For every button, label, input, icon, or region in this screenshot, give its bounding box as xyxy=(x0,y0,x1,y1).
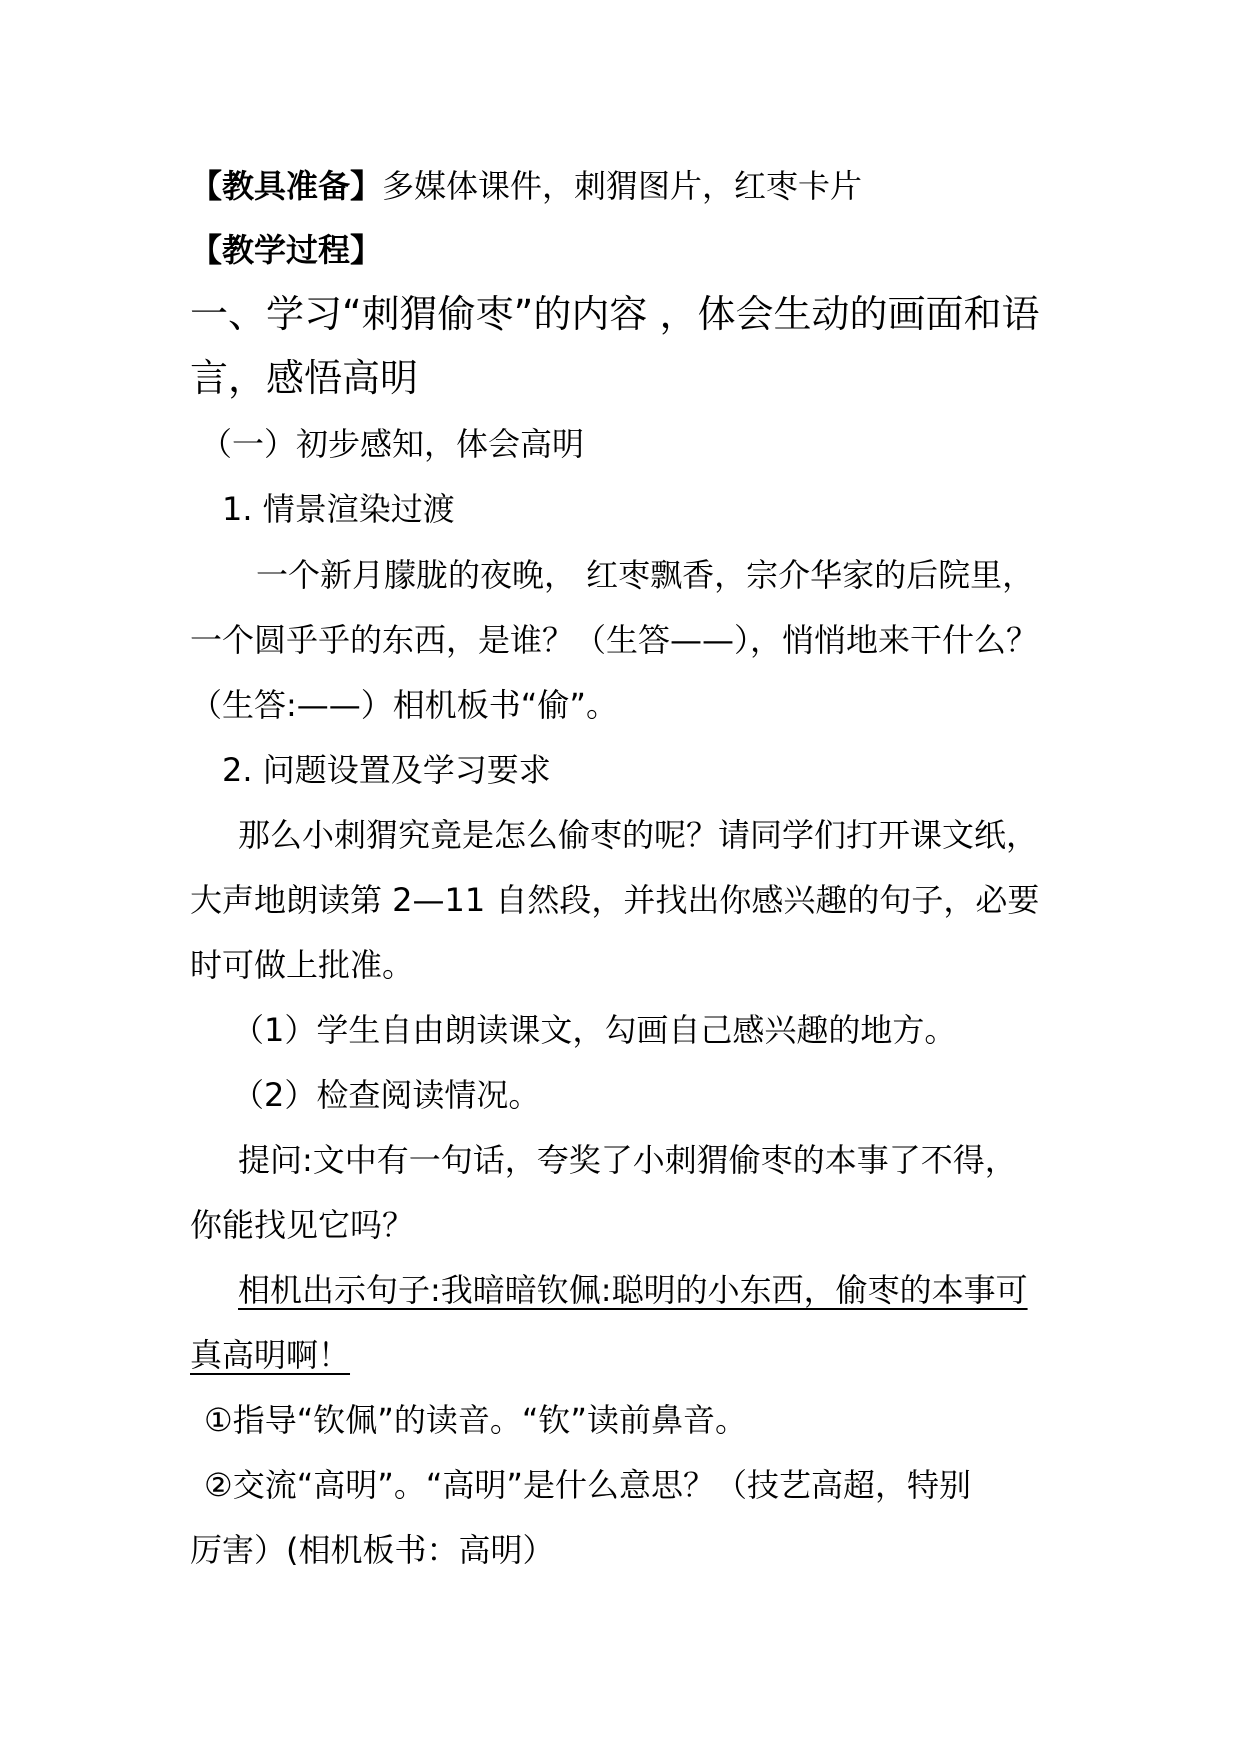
paragraph-line: 时可做上批准。 xyxy=(190,946,415,984)
step-one-title: 1. 情景渲染过渡 xyxy=(222,490,455,528)
section-one-title-line2: 言，感悟高明 xyxy=(190,356,419,400)
paragraph-line: （生答:——）相机板书“偷”。 xyxy=(190,686,618,724)
paragraph-line: 一个新月朦胧的夜晚， 红枣飘香，宗介华家的后院里， xyxy=(256,556,1035,594)
paragraph-line: 那么小刺猬究竟是怎么偷枣的呢？请同学们打开课文纸， xyxy=(238,816,1039,854)
paragraph-line: 一个圆乎乎的东西，是谁？（生答——），悄悄地来干什么？ xyxy=(190,621,1039,659)
list-item: ②交流“高明”。“高明”是什么意思？（技艺高超，特别 xyxy=(204,1466,972,1504)
paragraph-line: 大声地朗读第 2—11 自然段，并找出你感兴趣的句子，必要 xyxy=(190,881,1040,919)
teaching-tools-line xyxy=(190,166,862,206)
paragraph-line: 你能找见它吗？ xyxy=(190,1206,415,1244)
highlighted-sentence-line1: 相机出示句子:我暗暗钦佩:聪明的小东西，偷枣的本事可 xyxy=(238,1271,1028,1309)
subsection-one-title: （一）初步感知，体会高明 xyxy=(200,425,585,463)
paragraph-line: 提问:文中有一句话，夸奖了小刺猬偷枣的本事了不得， xyxy=(238,1141,1017,1179)
teaching-tools-heading: 【教具准备】 xyxy=(190,167,383,205)
teaching-tools-text: 多媒体课件，刺猬图片，红枣卡片 xyxy=(382,167,863,205)
section-one-title-line1: 一、学习“刺猬偷枣”的内容 ，体会生动的画面和语 xyxy=(190,292,1040,336)
list-item: （1）学生自由朗读课文，勾画自己感兴趣的地方。 xyxy=(232,1011,957,1049)
highlighted-sentence-line2: 真高明啊！ xyxy=(190,1336,351,1374)
list-item: ①指导“钦佩”的读音。“钦”读前鼻音。 xyxy=(204,1401,748,1439)
paragraph-line: 厉害）(相机板书：高明） xyxy=(190,1531,555,1569)
teaching-process-heading: 【教学过程】 xyxy=(190,231,383,269)
list-item: （2）检查阅读情况。 xyxy=(232,1076,541,1114)
step-two-title: 2. 问题设置及学习要求 xyxy=(222,751,551,789)
